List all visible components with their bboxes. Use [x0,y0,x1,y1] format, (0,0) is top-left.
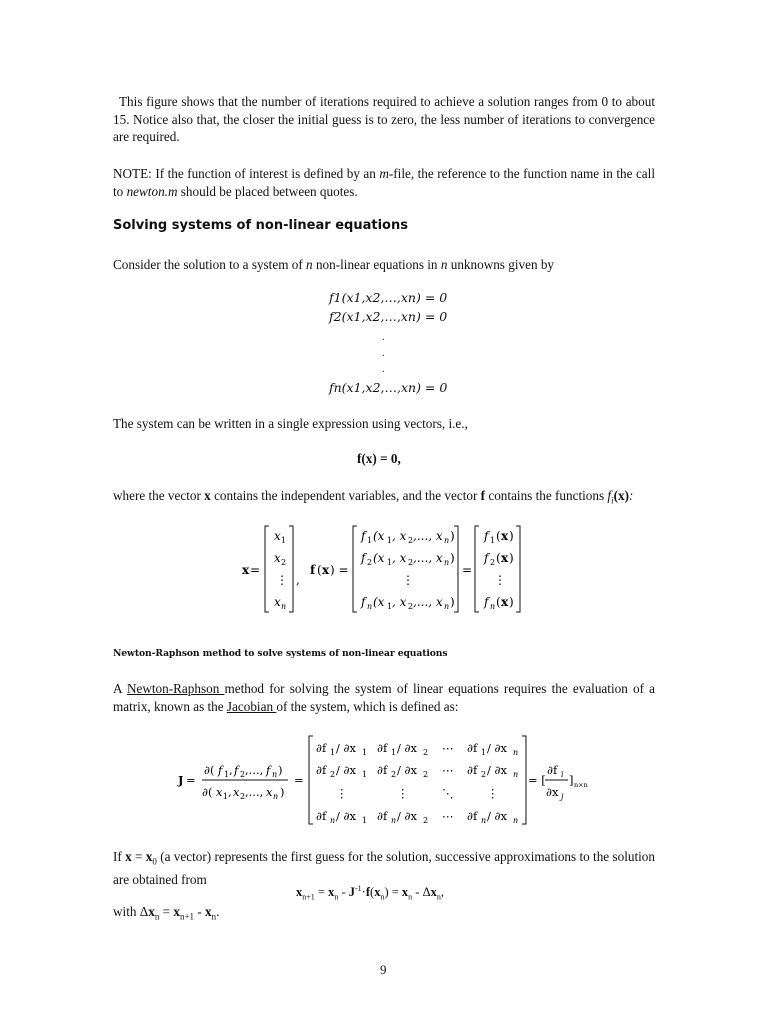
svg-text:∂(: ∂( [204,763,215,777]
svg-text:n: n [281,602,287,611]
note-newton: newton.m [126,183,178,199]
svg-text:): ) [509,551,514,565]
consider-a: Consider the solution to a system of [113,257,307,272]
svg-text:2: 2 [423,816,429,825]
svg-text:2: 2 [330,770,336,779]
svg-text:x: x [501,595,509,609]
svg-text:x: x [274,595,281,609]
svg-text:,..., x: ,..., x [413,529,443,543]
jacobian-equation [170,730,600,830]
vertical-ellipsis-dot: . [382,364,385,375]
where-i: i [611,495,614,506]
svg-text:/ ∂x: / ∂x [397,741,417,755]
first-guess-paragraph: If $x = x_0$ (a vector) represents the first guess for the solution, successive approximations to the solution are obtained from [113,849,655,888]
nr-b: method for solving the system of linear equations requires the evaluation of a matrix, known as the [113,681,655,714]
iteration-formula: $x_{n+1} = x_n - J^{-1}\cdot f(x_n) = x_n - \Delta x_n$, [296,884,444,902]
svg-text:n: n [273,792,279,801]
svg-text:f: f [361,595,366,609]
svg-text:1: 1 [224,770,230,779]
svg-text:∂x: ∂x [546,785,559,799]
consider-n2: n [440,257,448,272]
svg-text:1: 1 [362,748,368,757]
svg-text:): ) [280,785,285,799]
svg-text:∂f: ∂f [467,763,478,777]
newton-raphson-paragraph [113,680,655,715]
svg-text:n×n: n×n [574,781,588,789]
svg-text:]: ] [569,773,574,787]
vertical-ellipsis-dot: . [382,332,385,343]
svg-text:n: n [391,816,397,825]
svg-text:x: x [274,551,281,565]
svg-text:J: J [178,773,184,787]
svg-text:⋮: ⋮ [336,786,348,800]
svg-text:x: x [322,563,330,577]
svg-text:x: x [266,785,273,799]
nr-c: of the system, which is defined as: [276,698,459,714]
svg-text:n: n [513,770,519,779]
svg-text:f: f [266,763,271,777]
equation-n-text: fn(x1,x2,…,xn) = 0 [329,380,448,395]
equation-1 [329,290,447,305]
jacobian-link[interactable]: Jacobian [226,698,277,714]
where-f: f [480,488,486,503]
svg-text:=: = [294,773,304,787]
svg-text:∂f: ∂f [467,809,478,823]
svg-text:2: 2 [240,792,246,801]
note-paragraph [113,165,655,200]
svg-text:(x: (x [373,595,385,609]
svg-text:2: 2 [367,558,373,567]
svg-text:n: n [272,770,278,779]
svg-text:=: = [462,563,473,577]
equation-n [329,380,447,395]
vector-definitions-equation [230,520,530,616]
svg-text:): ) [450,595,455,609]
svg-text:x: x [233,785,240,799]
svg-text:f: f [484,551,489,565]
svg-text:/ ∂x: / ∂x [487,763,507,777]
where-colon: : [628,488,634,503]
svg-text:1: 1 [391,748,397,757]
where-b: contains the independent variables, and the vector [210,488,481,503]
svg-text:∂f: ∂f [547,763,558,777]
svg-text:, x: , x [392,595,407,609]
svg-text:f: f [361,529,366,543]
svg-text:1: 1 [387,602,393,611]
svg-text:⋮: ⋮ [276,573,288,587]
consider-paragraph [113,256,655,274]
svg-text:∂f: ∂f [316,763,327,777]
svg-text:/ ∂x: / ∂x [336,741,356,755]
svg-text:x: x [501,529,509,543]
svg-text:): ) [278,763,283,777]
svg-text:2: 2 [408,602,414,611]
svg-text:n: n [330,816,336,825]
svg-text:,..., x: ,..., x [413,595,443,609]
svg-text:x: x [274,529,281,543]
svg-text:n: n [513,816,519,825]
svg-text:x: x [242,563,250,577]
svg-text:(: ( [496,595,501,609]
svg-text:i: i [561,770,564,779]
svg-text:∂f: ∂f [377,763,388,777]
svg-text:x: x [501,551,509,565]
svg-text:,..., x: ,..., x [413,551,443,565]
consider-c: unknowns given by [447,257,555,272]
vector-equation: f(x) = 0, [357,451,401,466]
nr-a: A [113,681,127,696]
svg-text:n: n [513,748,519,757]
svg-text:⋮: ⋮ [402,573,414,587]
svg-text:f: f [234,763,239,777]
svg-text:/ ∂x: / ∂x [487,809,507,823]
svg-text:1: 1 [387,558,393,567]
where-fi: f [607,488,612,503]
newton-raphson-link[interactable]: Newton-Raphson [126,681,225,696]
svg-text:,: , [296,573,300,587]
svg-text:) =: ) = [330,563,349,577]
svg-text:,: , [229,763,233,777]
svg-text:2: 2 [281,558,287,567]
svg-text:2: 2 [481,770,487,779]
svg-text:=: = [250,563,261,577]
svg-text:f: f [484,529,489,543]
svg-text:n: n [481,816,487,825]
svg-text:∂f: ∂f [377,741,388,755]
svg-text:): ) [450,529,455,543]
svg-text:⋯: ⋯ [442,741,454,755]
svg-text:,: , [228,785,232,799]
svg-text:f: f [310,563,316,577]
svg-text:1: 1 [281,536,287,545]
with-paragraph: with $\Delta x_n = x_{n+1} - x_n$. [113,904,220,922]
svg-text:): ) [509,595,514,609]
equation-2 [329,309,447,324]
svg-text:1: 1 [362,816,368,825]
svg-text:,...,: ,..., [245,763,264,777]
svg-text:∂f: ∂f [316,809,327,823]
equation-1-text: f1(x1,x2,…,xn) = 0 [329,290,448,305]
svg-text:1: 1 [490,536,496,545]
where-fx: (x) [613,488,629,503]
svg-text:/ ∂x: / ∂x [336,809,356,823]
where-c: contains the functions [485,488,608,503]
svg-text:⋮: ⋮ [487,786,499,800]
subsection-heading: Newton-Raphson method to solve systems of non-linear equations [113,648,448,659]
svg-text:2: 2 [240,770,246,779]
svg-text:1: 1 [367,536,373,545]
svg-text:(x: (x [373,551,385,565]
svg-text:1: 1 [223,792,229,801]
svg-text:1: 1 [481,748,487,757]
vertical-ellipsis-dot: . [382,348,385,359]
svg-text:n: n [367,602,373,611]
svg-text:1: 1 [387,536,393,545]
svg-text:n: n [444,602,450,611]
where-a: where the vector [113,488,205,503]
svg-text:⋱: ⋱ [442,786,454,800]
svg-text:2: 2 [423,748,429,757]
svg-text:⋯: ⋯ [442,763,454,777]
svg-text:(: ( [496,529,501,543]
svg-text:/ ∂x: / ∂x [397,809,417,823]
svg-text:/ ∂x: / ∂x [336,763,356,777]
svg-text:1: 1 [330,748,336,757]
svg-text:2: 2 [408,536,414,545]
svg-text:,...,: ,..., [245,785,264,799]
svg-text:): ) [450,551,455,565]
svg-text:= [: = [ [528,773,546,787]
svg-text:x: x [216,785,223,799]
svg-text:2: 2 [391,770,397,779]
svg-text:j: j [561,792,564,801]
svg-text:/ ∂x: / ∂x [397,763,417,777]
note-m: m [379,166,389,181]
svg-text:⋯: ⋯ [442,809,454,823]
note-text-a: NOTE: If the function of interest is defined by an [113,166,380,181]
note-text-b: -file, the reference to the function name in the call to [113,166,655,199]
page-number: 9 [380,962,387,977]
svg-text:, x: , x [392,551,407,565]
svg-text:(x: (x [373,529,385,543]
svg-text:1: 1 [362,770,368,779]
svg-text:∂f: ∂f [467,741,478,755]
svg-text:2: 2 [423,770,429,779]
where-x: x [204,488,211,503]
svg-text:/ ∂x: / ∂x [487,741,507,755]
where-paragraph [113,487,655,510]
svg-text:): ) [509,529,514,543]
svg-text:∂(: ∂( [202,785,213,799]
section-heading: Solving systems of non-linear equations [113,218,408,233]
svg-text:=: = [186,773,196,787]
svg-text:f: f [484,595,489,609]
svg-text:f: f [361,551,366,565]
svg-text:n: n [444,558,450,567]
note-text-c: should be placed between quotes. [177,183,358,199]
svg-text:2: 2 [408,558,414,567]
svg-text:, x: , x [392,529,407,543]
system-paragraph: The system can be written in a single expression using vectors, i.e., [113,416,468,431]
svg-text:⋮: ⋮ [397,786,409,800]
consider-b: non-linear equations in [312,257,441,272]
svg-text:2: 2 [490,558,496,567]
svg-text:n: n [444,536,450,545]
consider-n1: n [306,257,313,272]
svg-text:f: f [218,763,223,777]
svg-text:⋮: ⋮ [494,573,506,587]
svg-text:(: ( [317,563,322,577]
svg-text:∂f: ∂f [316,741,327,755]
svg-text:(: ( [496,551,501,565]
intro-paragraph: This figure shows that the number of iterations required to achieve a solution ranges from 0 to about 15. Notice also that, the closer the initial guess is to zero, the less number of iterations to convergence are required. [113,94,655,144]
svg-text:∂f: ∂f [377,809,388,823]
equation-2-text: f2(x1,x2,…,xn) = 0 [329,309,448,324]
svg-text:n: n [490,602,496,611]
